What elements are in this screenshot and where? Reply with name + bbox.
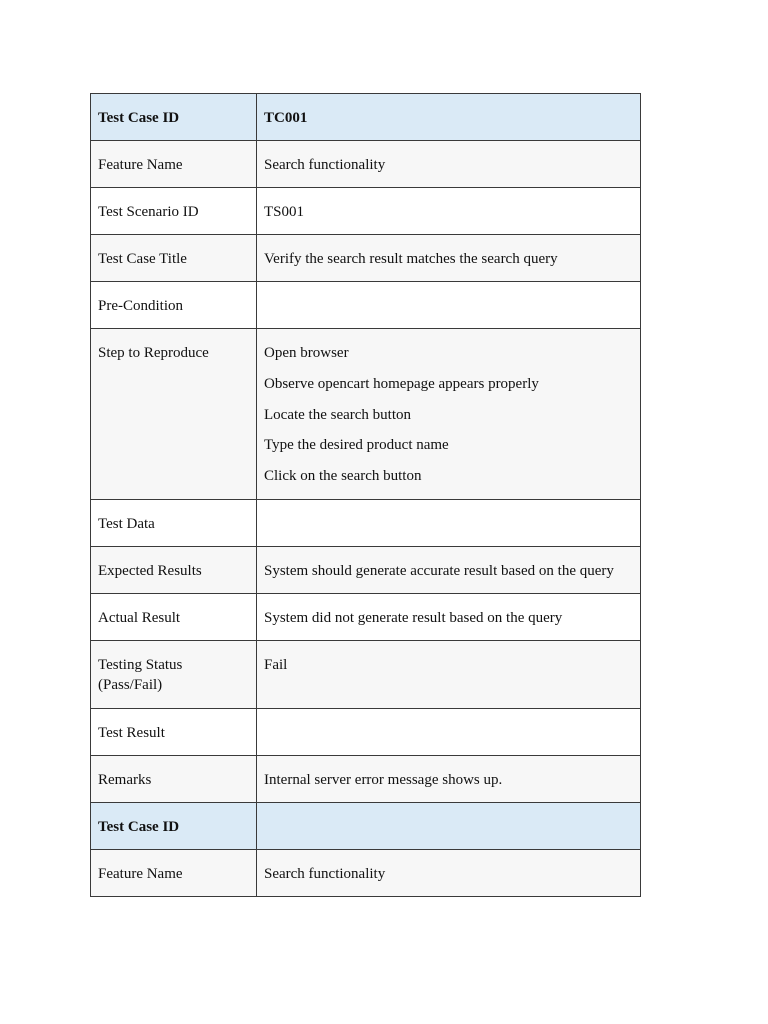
row-value-test-scenario-id: TS001: [257, 188, 641, 235]
row-label-feature-name-2: Feature Name: [91, 850, 257, 897]
row-label-test-case-id: Test Case ID: [91, 94, 257, 141]
row-label-step-to-reproduce: Step to Reproduce: [91, 329, 257, 500]
step-item: Locate the search button: [264, 406, 412, 423]
row-label-pre-condition: Pre-Condition: [91, 282, 257, 329]
row-label-test-case-id-2: Test Case ID: [91, 803, 257, 850]
row-label-testing-status: [91, 641, 257, 709]
step-item: Observe opencart homepage appears properly: [264, 375, 539, 392]
table-row: [91, 850, 641, 897]
table-row: [91, 329, 641, 500]
row-label-test-data: Test Data: [91, 500, 257, 547]
row-value-test-result: [257, 709, 641, 756]
table-row: [91, 94, 641, 141]
table-row: [91, 235, 641, 282]
table-row: [91, 803, 641, 850]
row-value-feature-name-2: Search functionality: [257, 850, 641, 897]
row-label-actual-result: Actual Result: [91, 594, 257, 641]
row-label-expected-results: Expected Results: [91, 547, 257, 594]
row-value-feature-name: Search functionality: [257, 141, 641, 188]
table-row: [91, 282, 641, 329]
document-page: [90, 93, 640, 897]
row-label-remarks: Remarks: [91, 756, 257, 803]
step-item: Type the desired product name: [264, 437, 449, 454]
table-row: [91, 141, 641, 188]
row-value-testing-status: Fail: [257, 641, 641, 709]
step-item: Click on the search button: [264, 468, 422, 485]
test-case-table: [90, 93, 641, 897]
row-value-pre-condition: [257, 282, 641, 329]
row-value-test-data: [257, 500, 641, 547]
table-row: [91, 641, 641, 709]
table-row: [91, 709, 641, 756]
row-label-test-case-title: Test Case Title: [91, 235, 257, 282]
row-value-steps-list: [257, 329, 641, 500]
row-value-test-case-title: Verify the search result matches the search query: [257, 235, 641, 282]
table-row: [91, 547, 641, 594]
label-line: (Pass/Fail): [98, 677, 163, 693]
table-row: [91, 594, 641, 641]
table-row: [91, 500, 641, 547]
row-value-test-case-id-2: [257, 803, 641, 850]
table-row: [91, 188, 641, 235]
row-value-actual-result: System did not generate result based on the query: [257, 594, 641, 641]
row-label-test-scenario-id: Test Scenario ID: [91, 188, 257, 235]
row-label-test-result: Test Result: [91, 709, 257, 756]
row-value-expected-results: System should generate accurate result based on the query: [257, 547, 641, 594]
row-label-feature-name: Feature Name: [91, 141, 257, 188]
step-item: Open browser: [264, 345, 349, 361]
row-value-remarks: Internal server error message shows up.: [257, 756, 641, 803]
row-value-test-case-id: TC001: [257, 94, 641, 141]
label-line: Testing Status: [98, 657, 183, 673]
table-row: [91, 756, 641, 803]
